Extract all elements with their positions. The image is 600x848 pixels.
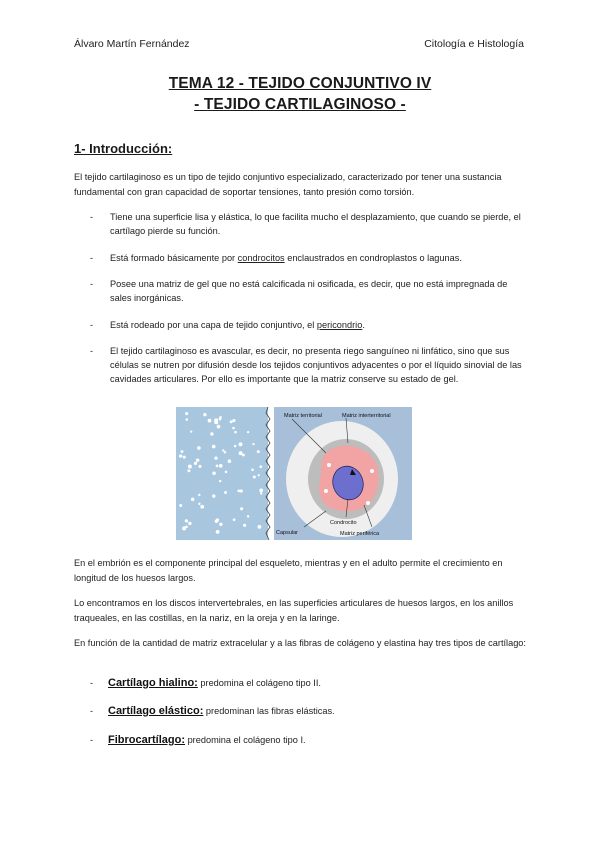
cell-dot	[224, 451, 226, 453]
cell-dot	[210, 432, 213, 435]
label-condrocito: Condrocito	[330, 520, 357, 526]
cell-dot	[219, 523, 222, 526]
cell-dot	[257, 450, 260, 453]
cell-dot	[198, 465, 201, 468]
cell-dot	[187, 469, 190, 472]
cell-dot	[260, 492, 262, 494]
bullet-text: El tejido cartilaginoso es avascular, es decir, no presenta riego sanguíneo ni linfático, sino que sus células se nutren por difusión desde los tejidos conjuntivos adyacentes o por el líquido sinovial de las cavidades articulares. Por ello es importante que la matriz conserve su estado de gel.	[110, 346, 522, 384]
lacuna-dot	[370, 469, 374, 473]
label-territorial: Matriz territorial	[284, 413, 322, 419]
cell-dot	[247, 431, 249, 433]
type-desc: predomina el colágeno tipo II.	[197, 678, 321, 688]
cell-dot	[252, 443, 254, 445]
cell-dot	[188, 465, 192, 469]
type-desc: predomina el colágeno tipo I.	[185, 735, 306, 745]
cell-dot	[197, 446, 201, 450]
bullet-text-post: enclaustrados en condroplastos o lagunas.	[284, 253, 462, 263]
cell-dot	[239, 451, 243, 455]
section-heading: 1- Introducción:	[74, 141, 173, 156]
label-interterritorial: Matriz interterritorial	[342, 413, 391, 419]
cell-dot	[240, 507, 243, 510]
title-line-1: TEMA 12 - TEJIDO CONJUNTIVO IV	[168, 75, 432, 92]
bullet-text	[110, 251, 526, 265]
cartilage-type-item	[90, 677, 321, 689]
bullet-dash: -	[90, 253, 94, 263]
cell-dot	[181, 450, 184, 453]
cell-dot	[215, 520, 219, 524]
cell-dot	[258, 525, 262, 529]
cell-dot	[240, 489, 243, 492]
label-capsular: Capsular	[276, 530, 299, 536]
cell-dot	[191, 498, 194, 501]
cell-dot	[230, 420, 233, 423]
cell-dot	[196, 458, 199, 461]
cell-dot	[208, 419, 212, 423]
cell-dot	[225, 471, 228, 474]
cell-dot	[212, 471, 215, 474]
cell-dot	[232, 427, 235, 430]
term-condrocitos: condrocitos	[237, 253, 285, 263]
cell-dot	[258, 474, 260, 476]
bullet-text-post: .	[362, 320, 365, 330]
cell-dot	[198, 503, 200, 505]
cell-dot	[251, 468, 254, 471]
type-name-hialino: Cartílago hialino:	[108, 677, 198, 689]
cell-dot	[253, 476, 256, 479]
cell-dot	[228, 459, 232, 463]
cell-dot	[214, 457, 217, 460]
cell-dot	[190, 431, 192, 433]
label-periferica: Matriz periférica	[340, 531, 380, 537]
bullet-text-pre: Está formado básicamente por	[110, 253, 238, 263]
bullet-dash: -	[90, 346, 94, 356]
cell-dot	[200, 505, 204, 509]
header-author: Álvaro Martín Fernández	[74, 38, 190, 50]
cartilage-type-item	[90, 705, 335, 717]
cell-dot	[216, 530, 220, 534]
lacuna-dot	[327, 463, 331, 467]
intro-paragraph: El tejido cartilaginoso es un tipo de tejido conjuntivo especializado, caracterizado por tener una sustancia fundamental con gran capacidad de soportar tensiones, tanto presión como torsión.	[74, 172, 502, 197]
cell-dot	[212, 494, 215, 497]
bullet-item	[90, 210, 526, 238]
cell-dot	[219, 464, 223, 468]
cell-dot	[219, 480, 221, 482]
hyaline-panel	[176, 407, 268, 540]
cell-dot	[234, 445, 237, 448]
title-line-2: - TEJIDO CARTILAGINOSO -	[194, 96, 406, 113]
cell-dot	[212, 445, 216, 449]
cell-dot	[243, 524, 246, 527]
cell-dot	[239, 442, 243, 446]
cell-dot	[214, 418, 218, 422]
bullet-text: Tiene una superficie lisa y elástica, lo que facilita mucho el desplazamiento, que cuando se pierde, el cartílago pierde su función.	[110, 212, 521, 236]
location-paragraph: Lo encontramos en los discos intervertebrales, en las superficies articulares de huesos largos, en los anillos traqueales, en las costillas, en la nariz, en la oreja y en la laringe.	[74, 598, 514, 623]
cell-dot	[259, 465, 262, 468]
cartilage-figure	[176, 407, 412, 540]
bullet-text-pre: Está rodeado por una capa de tejido conjuntivo, el	[110, 320, 317, 330]
bullet-dash: -	[90, 279, 94, 289]
cell-dot	[188, 522, 191, 525]
bullet-text: Posee una matriz de gel que no está calcificada ni osificada, es decir, que no está impregnada de sales inorgánicas.	[110, 279, 508, 303]
bullet-item	[90, 318, 526, 332]
cell-dot	[185, 525, 188, 528]
bullet-item	[90, 251, 526, 265]
embryo-paragraph: En el embrión es el componente principal del esqueleto, mientras y en el adulto permite el crecimiento en longitud de los huesos largos.	[74, 558, 503, 583]
cartilage-type-item	[90, 734, 306, 746]
cell-dot	[183, 456, 186, 459]
type-dash: -	[90, 706, 94, 716]
cell-dot	[234, 431, 237, 434]
bullet-dash: -	[90, 212, 94, 222]
cell-dot	[222, 449, 224, 451]
cell-dot	[185, 519, 188, 522]
lacuna-dot	[324, 489, 328, 493]
term-pericondrio: pericondrio	[316, 320, 363, 330]
cell-dot	[259, 489, 263, 493]
cell-dot	[232, 419, 235, 422]
cell-dot	[185, 412, 188, 415]
cell-dot	[179, 504, 182, 507]
type-dash: -	[90, 735, 94, 745]
lacuna-dot	[366, 501, 370, 505]
cell-dot	[237, 490, 240, 493]
bullet-dash: -	[90, 320, 94, 330]
cell-dot	[216, 465, 219, 468]
cell-dot	[198, 494, 200, 496]
bullet-item	[90, 277, 526, 305]
header-subject: Citología e Histología	[424, 38, 524, 50]
type-dash: -	[90, 678, 94, 688]
cell-dot	[194, 462, 197, 465]
cell-dot	[186, 418, 189, 421]
types-intro-paragraph: En función de la cantidad de matriz extracelular y a las fibras de colágeno y elastina hay tres tipos de cartílago:	[74, 638, 526, 648]
bullet-item	[90, 344, 526, 386]
type-name-fibrocartilago: Fibrocartílago:	[108, 734, 186, 746]
cell-dot	[219, 418, 222, 421]
type-name-elastico: Cartílago elástico:	[108, 705, 204, 717]
cell-dot	[242, 454, 245, 457]
type-desc: predominan las fibras elásticas.	[203, 706, 335, 716]
bullet-text	[110, 318, 526, 332]
cell-dot	[217, 425, 221, 429]
cell-dot	[233, 518, 236, 521]
cell-dot	[203, 413, 206, 416]
cell-dot	[224, 491, 227, 494]
cell-dot	[247, 515, 249, 517]
cell-dot	[179, 454, 182, 457]
